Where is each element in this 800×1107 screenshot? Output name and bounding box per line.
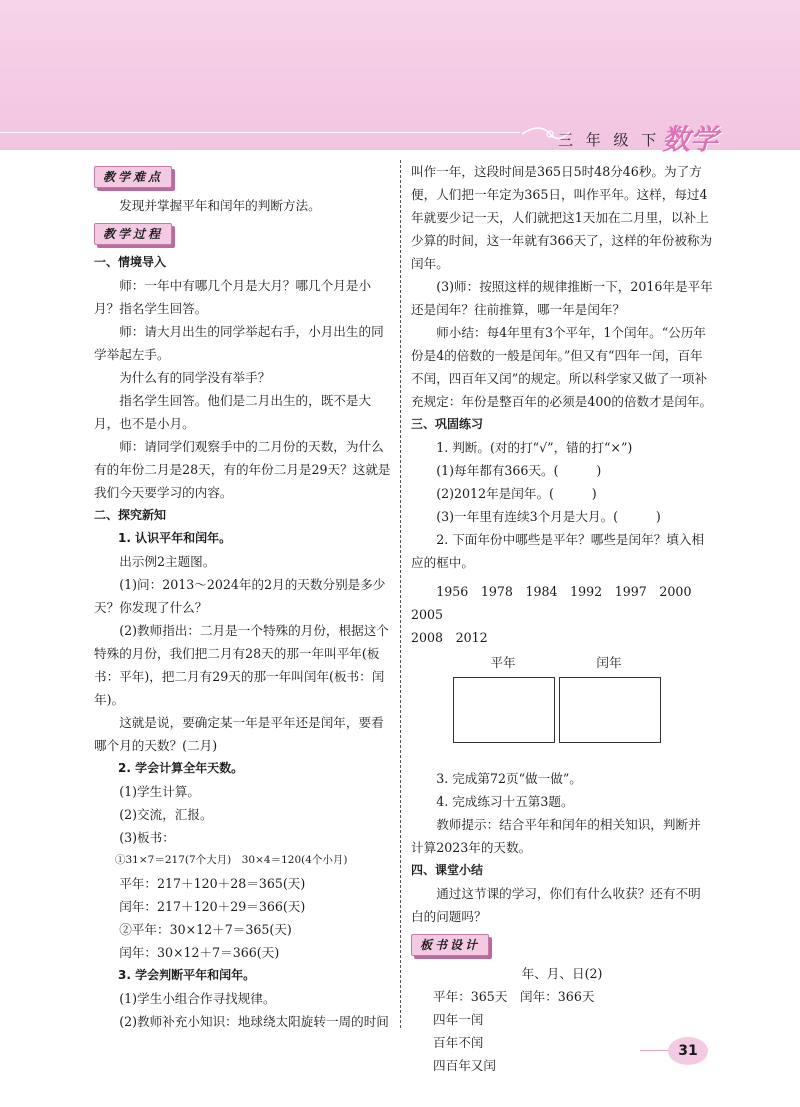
process-badge: 教学过程	[94, 223, 172, 245]
subsection-title: 2. 学会计算全年天数。	[118, 761, 244, 775]
paragraph: 师小结：每4年里有3个平年，1个闰年。“公历年份是4的倍数的一般是闰年。”但又有“四年一闰，百年不闰，四百年又闰”的规定。所以科学家又做了一项补充规定：年份是整百年的必须是400的倍数才是闰年。	[411, 325, 713, 409]
page-number: 31	[668, 1037, 708, 1065]
page-number-rule	[640, 1050, 670, 1051]
question-title: 1. 判断。(对的打“√”，错的打“×”)	[436, 440, 633, 455]
column-divider	[400, 160, 401, 1028]
question-item: (3)一年里有连续3个月是大月。( )	[436, 509, 661, 524]
paragraph: 这就是说，要确定某一年是平年还是闰年，要看哪个月的天数？(二月)	[94, 715, 384, 753]
question-item: 4. 完成练习十五第3题。	[436, 794, 574, 809]
years-list: 1956 1978 1984 1992 1997 2000 2005	[411, 584, 705, 622]
box-label-run: 闰年	[596, 655, 622, 670]
section-explore-title: 二、探究新知	[94, 508, 167, 522]
paragraph: 为什么有的同学没有举手？	[119, 370, 271, 385]
box-label-ping: 平年	[490, 655, 516, 670]
board-line: 百年不闰	[433, 1035, 484, 1050]
calc-line: 闰年：30×12＋7＝366(天)	[119, 945, 280, 960]
paragraph: 师：请同学们观察手中的二月份的天数，为什么有的年份二月是28天，有的年份二月是29天？这就是我们今天要学习的内容。	[94, 439, 391, 500]
calc-line: 平年：217＋120＋28＝365(天)	[119, 876, 306, 891]
paragraph: (2)教师指出：二月是一个特殊的月份，根据这个特殊的月份，我们把二月有28天的那一年叫平年(板书：平年)，把二月有29天的那一年叫闰年(板书：闰年)。	[94, 623, 389, 707]
ping-year-box	[453, 677, 555, 743]
paragraph: 叫作一年，这段时间是365日5时48分46秒。为了方便，人们把一年定为365日，叫作平年。这样，每过4年就要少记一天，人们就把这1天加在二月里，以补上少算的时间，这一年就有366天了，这样的年份被称为闰年。	[411, 164, 713, 271]
subsection-title: 1. 认识平年和闰年。	[118, 531, 232, 545]
board-line: 平年：365天 闰年：366天	[433, 989, 595, 1004]
paragraph: 出示例2主题图。	[119, 554, 216, 569]
subsection-title: 3. 学会判断平年和闰年。	[118, 968, 256, 982]
question-item: (1)每年都有366天。( )	[436, 463, 602, 478]
difficulty-badge: 教学难点	[94, 166, 172, 188]
calc-line: ②平年：30×12＋7＝365(天)	[119, 922, 292, 937]
paragraph: (3)板书：	[119, 830, 175, 845]
board-line: 四年一闰	[433, 1012, 484, 1027]
calc-line: 闰年：217＋120＋29＝366(天)	[119, 899, 306, 914]
years-list: 2008 2012	[411, 630, 488, 645]
question-item: 3. 完成第72页“做一做”。	[436, 771, 582, 786]
year-sort-boxes	[411, 655, 713, 761]
header-rule	[0, 132, 520, 133]
paragraph: 师：请大月出生的同学举起右手，小月出生的同学举起左手。	[94, 324, 384, 362]
subject-logo: 数学	[662, 123, 719, 156]
paragraph: 师：一年中有哪几个月是大月？哪几个月是小月？指名学生回答。	[94, 278, 372, 316]
left-column	[94, 160, 392, 1033]
board-line: 四百年又闰	[433, 1058, 496, 1073]
calc-line: ①31×7＝217(7个大月) 30×4＝120(4个小月)	[115, 854, 348, 866]
paragraph: 通过这节课的学习，你们有什么收获？还有不明白的问题吗？	[411, 886, 701, 924]
paragraph: (2)交流，汇报。	[119, 807, 213, 822]
board-title: 年、月、日(2)	[521, 966, 603, 981]
paragraph: (1)学生小组合作寻找规律。	[119, 991, 276, 1006]
question-item: (2)2012年是闰年。( )	[436, 486, 597, 501]
board-design-badge: 板书设计	[411, 934, 489, 956]
paragraph: (2)教师补充小知识：地球绕太阳旋转一周的时间	[119, 1014, 389, 1029]
grade-label: 三 年 级 下	[558, 131, 661, 149]
section-practice-title: 三、巩固练习	[411, 417, 484, 431]
right-column	[411, 160, 713, 1077]
question-title: 2. 下面年份中哪些是平年？哪些是闰年？填入相应的框中。	[411, 532, 705, 570]
run-year-box	[559, 677, 661, 743]
paragraph: (1)学生计算。	[119, 784, 200, 799]
paragraph: (3)师：按照这样的规律推断一下，2016年是平年还是闰年？往前推算，哪一年是闰年？	[411, 279, 713, 317]
teacher-tip: 教师提示：结合平年和闰年的相关知识，判断并计算2023年的天数。	[411, 817, 701, 855]
paragraph: 指名学生回答。他们是二月出生的，既不是大月，也不是小月。	[94, 393, 372, 431]
section-summary-title: 四、课堂小结	[411, 863, 484, 877]
paragraph: (1)问：2013～2024年的2月的天数分别是多少天？你发现了什么？	[94, 577, 386, 615]
section-intro-title: 一、情境导入	[94, 255, 167, 269]
difficulty-text: 发现并掌握平年和闰年的判断方法。	[119, 198, 321, 213]
